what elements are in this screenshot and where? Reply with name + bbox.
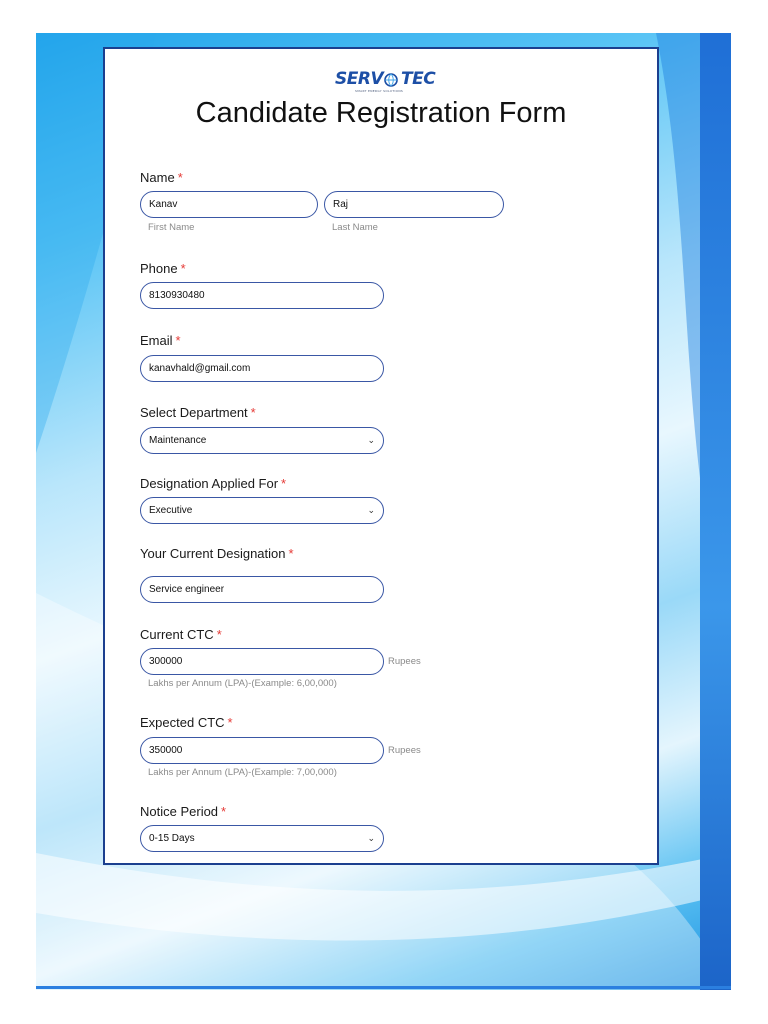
background-strip: [700, 33, 731, 990]
expected-ctc-input[interactable]: 350000: [140, 737, 384, 764]
servotec-logo: [335, 69, 435, 95]
current-designation-label: Your Current Designation *: [140, 546, 294, 561]
chevron-down-icon: ⌄: [367, 833, 375, 843]
designation-label: Designation Applied For *: [140, 476, 287, 491]
current-designation-input[interactable]: Service engineer: [140, 576, 384, 603]
notice-period-label: Notice Period *: [140, 804, 227, 819]
phone-label: Phone *: [140, 261, 186, 276]
notice-period-value: 0-15 Days: [149, 833, 195, 844]
expected-ctc-help: Lakhs per Annum (LPA)-(Example: 7,00,000): [148, 767, 337, 778]
logo-tagline: SMART ENERGY SOLUTIONS: [355, 89, 404, 93]
expected-ctc-unit: Rupees: [388, 745, 421, 756]
chevron-down-icon: ⌄: [367, 505, 375, 515]
email-label: Email *: [140, 333, 181, 348]
first-name-input[interactable]: Kanav: [140, 191, 318, 218]
name-label: Name *: [140, 170, 183, 185]
notice-period-select[interactable]: [140, 825, 384, 852]
page-title: Candidate Registration Form: [195, 97, 567, 129]
form-card: [103, 47, 659, 865]
chevron-down-icon: ⌄: [367, 435, 375, 445]
bottom-divider: [36, 986, 731, 989]
email-input[interactable]: kanavhald@gmail.com: [140, 355, 384, 382]
current-ctc-unit: Rupees: [388, 656, 421, 667]
globe-icon: [382, 71, 400, 87]
department-label: Select Department *: [140, 405, 256, 420]
current-ctc-help: Lakhs per Annum (LPA)-(Example: 6,00,000): [148, 678, 337, 689]
last-name-input[interactable]: Raj: [324, 191, 504, 218]
expected-ctc-label: Expected CTC *: [140, 715, 233, 730]
department-select[interactable]: [140, 427, 384, 454]
designation-select[interactable]: [140, 497, 384, 524]
department-value: Maintenance: [149, 435, 207, 446]
logo-text-suffix: TEC: [401, 69, 436, 89]
last-name-sublabel: Last Name: [332, 222, 378, 233]
phone-input[interactable]: 8130930480: [140, 282, 384, 309]
current-ctc-label: Current CTC *: [140, 627, 222, 642]
designation-value: Executive: [149, 505, 193, 516]
current-ctc-input[interactable]: 300000: [140, 648, 384, 675]
first-name-sublabel: First Name: [148, 222, 195, 233]
logo-text: SERV: [335, 69, 384, 89]
